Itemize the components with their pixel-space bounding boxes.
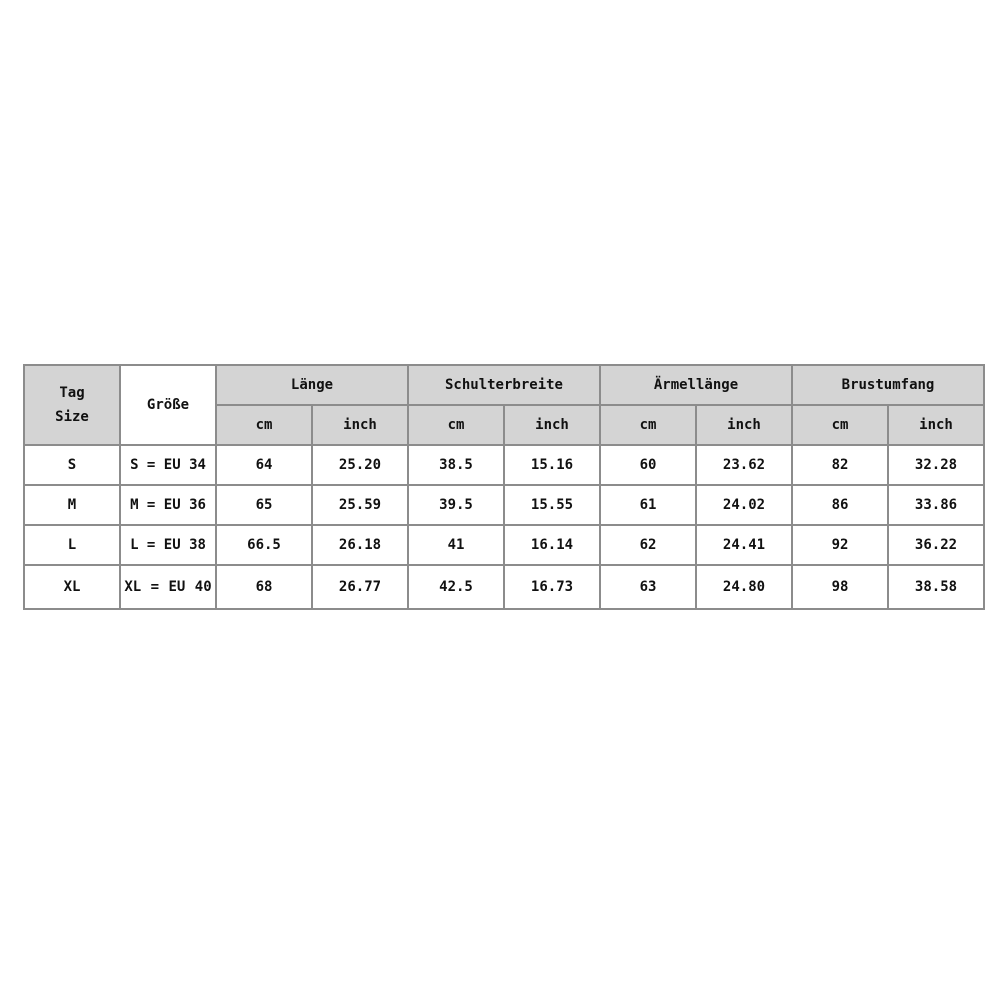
value-cell: 24.41 [696,525,792,565]
unit-cell: inch [312,405,408,445]
header-laenge: Länge [216,365,408,405]
header-row-groups [24,365,984,405]
value-cell: 86 [792,485,888,525]
value-cell: 26.77 [312,565,408,609]
tag-size-cell: S [24,445,120,485]
value-cell: 33.86 [888,485,984,525]
tag-size-cell: XL [24,565,120,609]
value-cell: 15.16 [504,445,600,485]
table-row [24,445,984,485]
unit-cell: cm [600,405,696,445]
value-cell: 25.59 [312,485,408,525]
unit-cell: inch [504,405,600,445]
table-row [24,525,984,565]
tag-size-cell: L [24,525,120,565]
table-row [24,485,984,525]
unit-cell: cm [408,405,504,445]
header-size-label: Size [55,409,89,425]
value-cell: 65 [216,485,312,525]
value-cell: 16.73 [504,565,600,609]
eu-size-cell: M = EU 36 [120,485,216,525]
eu-size-cell: L = EU 38 [120,525,216,565]
header-tag-size [24,365,120,445]
value-cell: 42.5 [408,565,504,609]
value-cell: 24.02 [696,485,792,525]
value-cell: 62 [600,525,696,565]
header-brustumfang: Brustumfang [792,365,984,405]
header-groesse: Größe [120,365,216,445]
value-cell: 15.55 [504,485,600,525]
header-schulterbreite: Schulterbreite [408,365,600,405]
value-cell: 38.5 [408,445,504,485]
value-cell: 98 [792,565,888,609]
eu-size-cell: S = EU 34 [120,445,216,485]
eu-size-cell: XL = EU 40 [120,565,216,609]
header-aermellaenge: Ärmellänge [600,365,792,405]
value-cell: 92 [792,525,888,565]
table-row [24,565,984,609]
value-cell: 26.18 [312,525,408,565]
value-cell: 66.5 [216,525,312,565]
value-cell: 38.58 [888,565,984,609]
value-cell: 36.22 [888,525,984,565]
value-cell: 24.80 [696,565,792,609]
unit-cell: inch [888,405,984,445]
value-cell: 61 [600,485,696,525]
tag-size-cell: M [24,485,120,525]
value-cell: 63 [600,565,696,609]
value-cell: 64 [216,445,312,485]
size-chart-table [23,364,985,610]
value-cell: 39.5 [408,485,504,525]
value-cell: 16.14 [504,525,600,565]
value-cell: 41 [408,525,504,565]
value-cell: 82 [792,445,888,485]
value-cell: 60 [600,445,696,485]
value-cell: 25.20 [312,445,408,485]
value-cell: 23.62 [696,445,792,485]
unit-cell: cm [216,405,312,445]
unit-cell: inch [696,405,792,445]
value-cell: 32.28 [888,445,984,485]
unit-cell: cm [792,405,888,445]
header-tag-label: Tag [59,385,85,401]
value-cell: 68 [216,565,312,609]
